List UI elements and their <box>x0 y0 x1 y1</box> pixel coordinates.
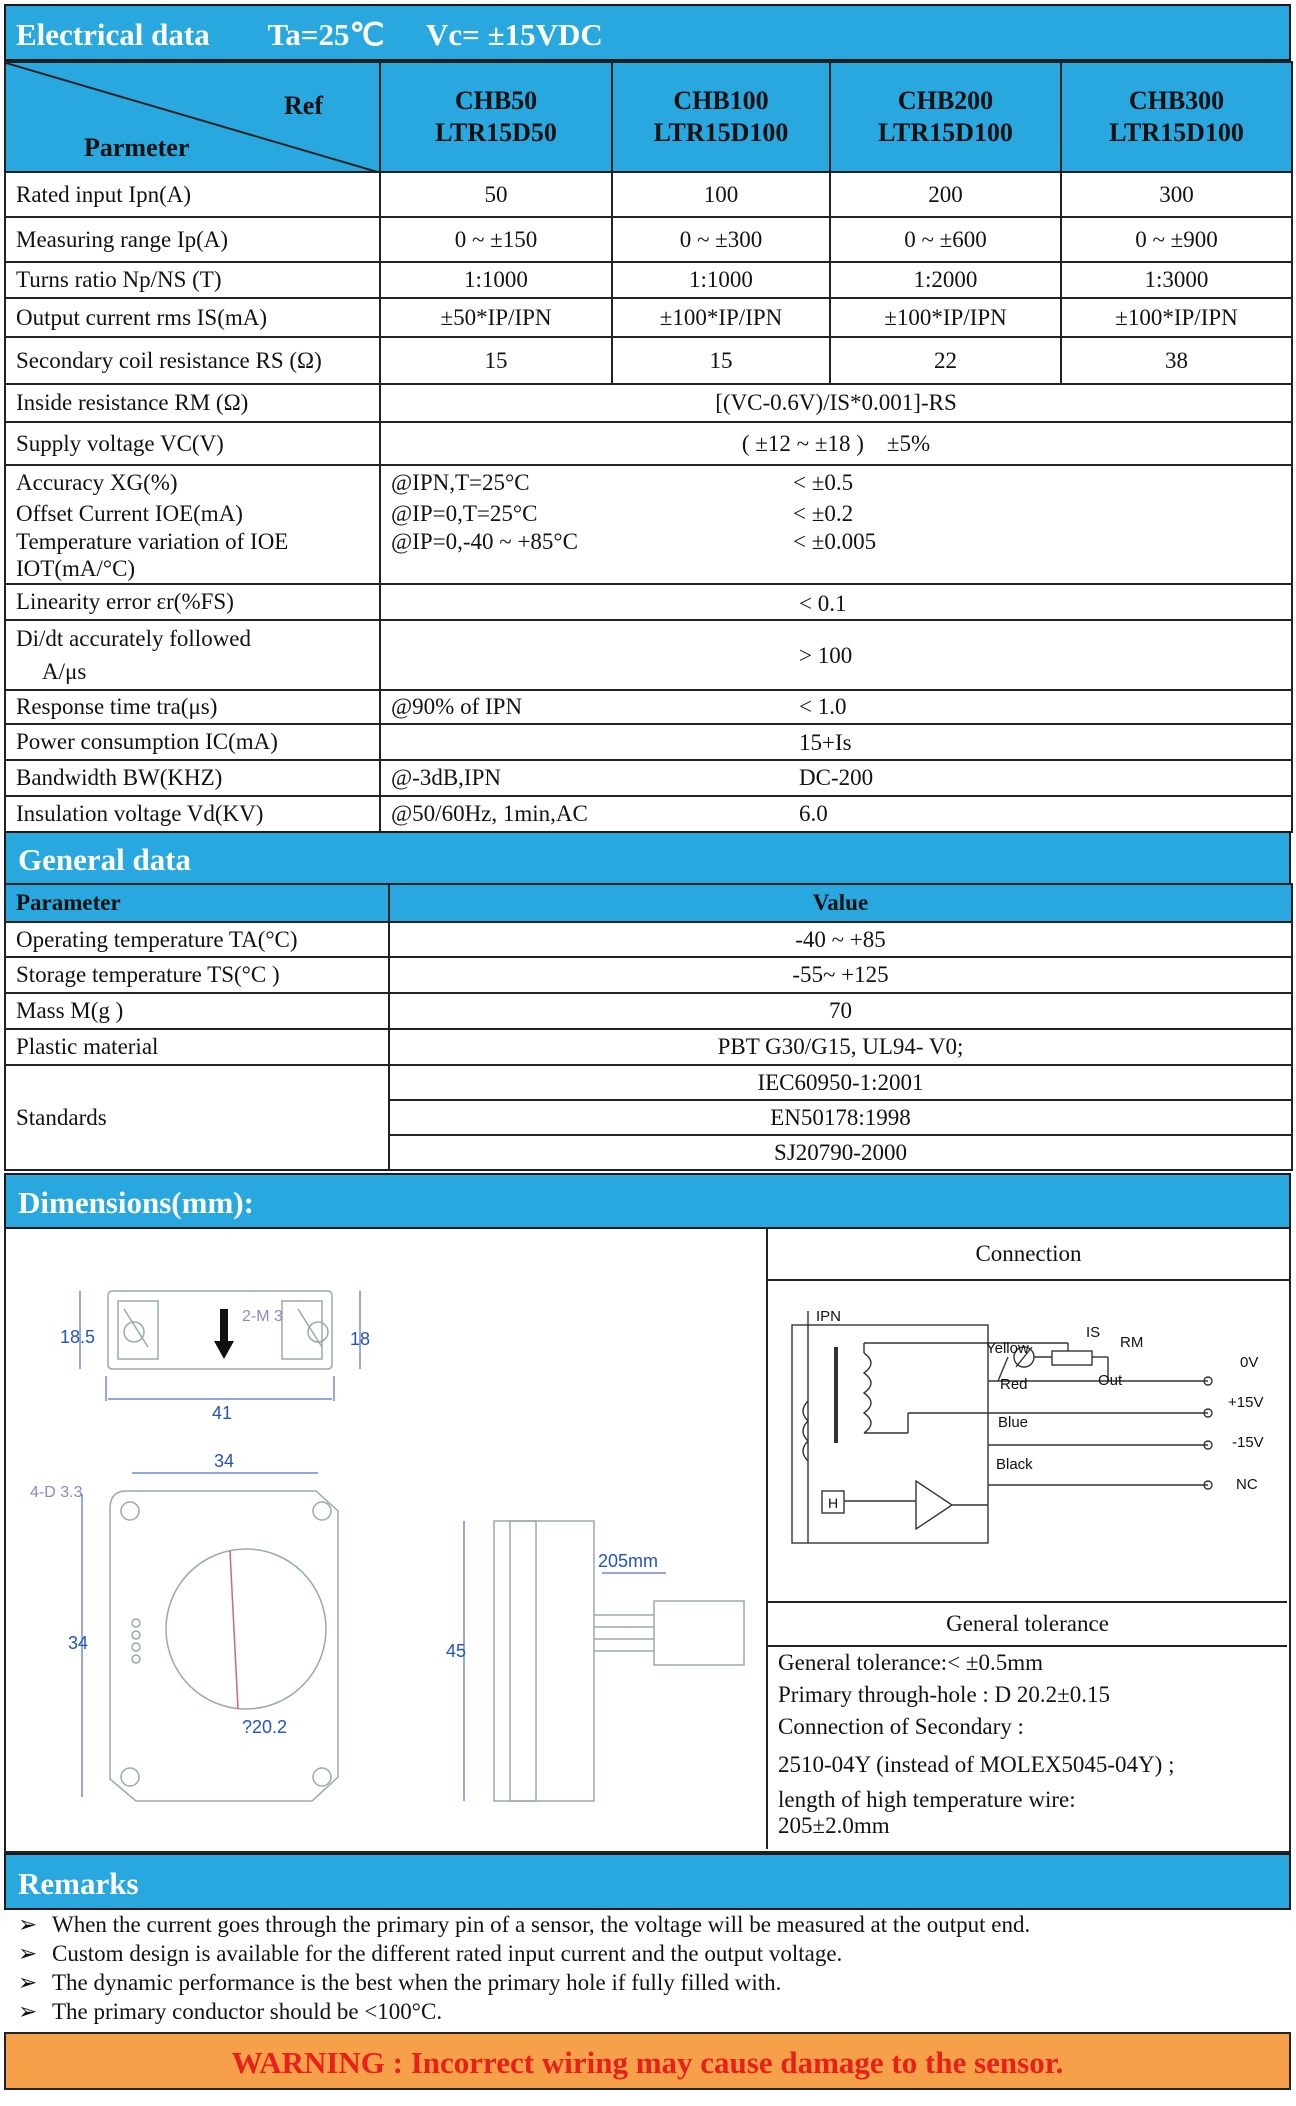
table-row <box>5 528 1292 584</box>
mechanical-drawing <box>6 1229 766 1849</box>
dim-d3-3: 4-D 3.3 <box>30 1484 83 1501</box>
dim-18-5: 18.5 <box>60 1327 96 1347</box>
cell-value: < ±0.2 <box>793 500 854 526</box>
label-nc: NC <box>1236 1476 1258 1493</box>
table-row <box>5 337 1292 384</box>
table-row <box>5 217 1292 262</box>
cell-value: 38 <box>1061 337 1292 384</box>
tolerance-title: General tolerance <box>768 1601 1287 1647</box>
label-red: Red <box>1000 1376 1028 1393</box>
cell-condition <box>380 690 1292 724</box>
condition-text: @50/60Hz, 1min,AC <box>391 801 588 826</box>
cell-value: < 0.1 <box>799 591 847 616</box>
cell-condition <box>380 724 1292 760</box>
general-header <box>4 831 1291 885</box>
condition-table <box>4 464 1293 833</box>
tolerance-line: Primary through-hole : D 20.2±0.15 <box>778 1682 1111 1707</box>
remark-text: When the current goes through the primary pin of a sensor, the voltage will be measured at the output end. <box>52 1912 1031 1937</box>
connection-title: Connection <box>768 1229 1289 1281</box>
row-label: Accuracy XG(%) <box>5 465 380 499</box>
cell-value: ±50*IP/IPN <box>380 298 612 337</box>
row-label <box>5 620 380 690</box>
tolerance-line: 2510-04Y (instead of MOLEX5045-04Y) ; <box>778 1752 1175 1777</box>
model-code: LTR15D50 <box>435 118 557 147</box>
cell-value: 1:1000 <box>612 262 830 298</box>
bullet-icon: ➢ <box>18 1912 38 1937</box>
cell-value: -40 ~ +85 <box>389 922 1292 957</box>
remark-text: Custom design is available for the different rated input current and the output voltage. <box>52 1941 843 1966</box>
dim-205mm: 205mm <box>598 1551 659 1571</box>
condition-text: @90% of IPN <box>391 694 523 719</box>
cell-value: ±100*IP/IPN <box>612 298 830 337</box>
row-label: Linearity error εr(%FS) <box>5 584 380 620</box>
model-code: LTR15D100 <box>653 118 789 147</box>
dimensions-panel <box>4 1229 1291 1853</box>
column-header-parameter: Parameter <box>5 884 389 922</box>
cell-value: 6.0 <box>799 801 828 826</box>
cell-value: ±100*IP/IPN <box>830 298 1061 337</box>
cell-value: 300 <box>1061 172 1292 217</box>
model-name: CHB50 <box>454 86 538 115</box>
label-plus15v: +15V <box>1228 1394 1264 1411</box>
row-label-line: IOT(mA/°C) <box>16 556 136 581</box>
wiring-diagram <box>768 1281 1288 1603</box>
cell-value: 0 ~ ±600 <box>830 217 1061 262</box>
row-label: Measuring range Ip(A) <box>5 217 380 262</box>
table-row <box>5 724 1292 760</box>
row-label-line: Temperature variation of IOE <box>16 529 289 554</box>
condition-text: @IPN,T=25°C <box>391 469 530 495</box>
model-header <box>830 62 1061 172</box>
datasheet <box>4 4 1291 2090</box>
diameter-line <box>230 1551 238 1709</box>
label-minus15v: -15V <box>1232 1434 1264 1451</box>
cell-value: DC-200 <box>799 765 874 790</box>
row-label: Secondary coil resistance RS (Ω) <box>5 337 380 384</box>
table-row <box>5 993 1292 1029</box>
cell-value: ±100*IP/IPN <box>1061 298 1292 337</box>
dimensions-header <box>4 1173 1291 1229</box>
condition-text: @IP=0,T=25°C <box>391 500 538 526</box>
table-row <box>5 465 1292 499</box>
row-label: Bandwidth BW(KHZ) <box>5 760 380 796</box>
row-label: Plastic material <box>5 1029 389 1065</box>
model-header <box>612 62 830 172</box>
table-row <box>5 584 1292 620</box>
remark-item <box>18 1939 1291 1968</box>
row-label: Turns ratio Np/NS (T) <box>5 262 380 298</box>
cell-value: 22 <box>830 337 1061 384</box>
table-row <box>5 796 1292 832</box>
tolerance-line: 205±2.0mm <box>778 1813 890 1838</box>
dim-45: 45 <box>446 1641 467 1661</box>
ref-label: Ref <box>284 91 323 120</box>
row-label: Output current rms IS(mA) <box>5 298 380 337</box>
cell-value: 15 <box>612 337 830 384</box>
cell-value: 100 <box>612 172 830 217</box>
cell-condition <box>380 796 1292 832</box>
row-label: Standards <box>5 1065 389 1170</box>
general-table <box>4 883 1293 1171</box>
row-label: Supply voltage VC(V) <box>5 422 380 465</box>
row-label: Rated input Ipn(A) <box>5 172 380 217</box>
cell-value: -55~ +125 <box>389 957 1292 993</box>
row-label: Inside resistance RM (Ω) <box>5 384 380 422</box>
ref-parameter-cell <box>5 62 380 172</box>
table-row <box>5 760 1292 796</box>
remarks-title: Remarks <box>18 1866 139 1901</box>
model-header <box>1061 62 1292 172</box>
cell-value: < ±0.005 <box>793 529 877 554</box>
cell-value: 70 <box>389 993 1292 1029</box>
table-row <box>5 172 1292 217</box>
tolerance-notes <box>778 1647 1174 1839</box>
diagonal-line <box>6 63 380 172</box>
table-row <box>5 499 1292 528</box>
general-header-row <box>5 884 1292 922</box>
table-row <box>5 384 1292 422</box>
model-name: CHB100 <box>673 86 769 115</box>
model-code: LTR15D100 <box>878 118 1013 147</box>
model-header <box>380 62 612 172</box>
remark-item <box>18 1997 1291 2026</box>
vc-condition: Vc= ±15VDC <box>426 17 603 52</box>
connection-panel <box>766 1229 1289 1849</box>
cell-value: 1:1000 <box>380 262 612 298</box>
label-ipn: IPN <box>816 1308 842 1325</box>
model-name: CHB300 <box>1128 86 1225 115</box>
row-label: Storage temperature TS(°C ) <box>5 957 389 993</box>
bullet-icon: ➢ <box>18 1941 38 1966</box>
cell-value: < 1.0 <box>799 694 847 719</box>
remark-text: The primary conductor should be <100°C. <box>52 1999 443 2024</box>
remark-text: The dynamic performance is the best when the primary hole if fully filled with. <box>52 1970 782 1995</box>
tolerance-line: Connection of Secondary : <box>778 1714 1024 1739</box>
warning-text: WARNING : Incorrect wiring may cause damage to the sensor. <box>231 2045 1064 2080</box>
bullet-icon: ➢ <box>18 1999 38 2024</box>
dimensions-title: Dimensions(mm): <box>18 1185 254 1220</box>
cell-condition <box>380 528 1292 584</box>
front-view <box>110 1491 338 1801</box>
dimension-lines <box>82 1473 318 1797</box>
cell-value: 200 <box>830 172 1061 217</box>
dim-18: 18 <box>350 1329 371 1349</box>
remark-item <box>18 1910 1291 1939</box>
row-label <box>5 528 380 584</box>
table-row <box>5 298 1292 337</box>
remark-item <box>18 1968 1291 1997</box>
table-row <box>5 690 1292 724</box>
bullet-icon: ➢ <box>18 1970 38 1995</box>
label-0v: 0V <box>1240 1354 1259 1371</box>
remarks-header <box>4 1853 1291 1910</box>
label-is: IS <box>1086 1324 1101 1341</box>
row-label: Power consumption IC(mA) <box>5 724 380 760</box>
cell-value: 15+Is <box>799 730 852 755</box>
label-black: Black <box>996 1456 1033 1473</box>
cell-value: 0 ~ ±300 <box>612 217 830 262</box>
cell-value: 15 <box>380 337 612 384</box>
tolerance-line: General tolerance:< ±0.5mm <box>778 1650 1044 1675</box>
cell-condition <box>380 465 1292 499</box>
model-header-row <box>5 62 1292 172</box>
parameter-label: Parmeter <box>84 133 190 162</box>
remarks-list <box>4 1910 1291 2026</box>
general-title: General data <box>18 842 192 877</box>
table-row <box>5 922 1292 957</box>
model-name: CHB200 <box>897 86 994 115</box>
cell-value: 0 ~ ±150 <box>380 217 612 262</box>
cell-condition <box>380 584 1292 620</box>
cell-value: < ±0.5 <box>793 469 854 495</box>
column-header-value: Value <box>389 884 1292 922</box>
cell-value: ( ±12 ~ ±18 ) ±5% <box>380 422 1292 465</box>
label-rm: RM <box>1120 1334 1144 1351</box>
row-label: Operating temperature TA(°C) <box>5 922 389 957</box>
cell-value: > 100 <box>799 643 853 668</box>
electrical-title: Electrical data <box>16 17 210 52</box>
tolerance-line: length of high temperature wire: <box>778 1787 1076 1812</box>
standard-value: IEC60950-1:2001 <box>389 1065 1292 1100</box>
row-label: Response time tra(μs) <box>5 690 380 724</box>
label-blue: Blue <box>998 1414 1029 1431</box>
arrow-icon <box>214 1309 234 1359</box>
dim-34-side: 34 <box>68 1633 89 1653</box>
row-label: Offset Current IOE(mA) <box>5 499 380 528</box>
row-label: Mass M(g ) <box>5 993 389 1029</box>
cell-condition <box>380 760 1292 796</box>
table-row <box>5 957 1292 993</box>
cell-value: 50 <box>380 172 612 217</box>
label-yellow: Yellow <box>986 1340 1029 1357</box>
table-row <box>5 422 1292 465</box>
cell-value: 1:2000 <box>830 262 1061 298</box>
cell-value: 0 ~ ±900 <box>1061 217 1292 262</box>
standard-value: SJ20790-2000 <box>389 1135 1292 1170</box>
table-row <box>5 262 1292 298</box>
electrical-header <box>4 4 1291 61</box>
cell-condition <box>380 620 1292 690</box>
table-row <box>5 1029 1292 1065</box>
dim-34-top: 34 <box>214 1451 235 1471</box>
dim-20-2: ?20.2 <box>242 1717 288 1737</box>
row-label-line: Di/dt accurately followed <box>16 626 252 651</box>
row-label: Insulation voltage Vd(KV) <box>5 796 380 832</box>
cell-condition <box>380 499 1292 528</box>
ta-condition: Ta=25℃ <box>267 17 385 52</box>
cell-value: [(VC-0.6V)/IS*0.001]-RS <box>380 384 1292 422</box>
dim-m3: 2-M 3 <box>242 1308 283 1325</box>
condition-text: @IP=0,-40 ~ +85°C <box>391 529 578 554</box>
warning-banner <box>4 2032 1291 2090</box>
label-h: H <box>828 1495 839 1511</box>
label-out: Out <box>1098 1372 1123 1389</box>
standard-value: EN50178:1998 <box>389 1100 1292 1135</box>
row-label-line: A/μs <box>42 659 87 684</box>
dim-41: 41 <box>212 1403 233 1423</box>
condition-text: @-3dB,IPN <box>391 765 501 790</box>
table-row <box>5 620 1292 690</box>
model-code: LTR15D100 <box>1109 118 1244 147</box>
electrical-table <box>4 61 1293 466</box>
cell-value: 1:3000 <box>1061 262 1292 298</box>
cell-value: PBT G30/G15, UL94- V0; <box>389 1029 1292 1065</box>
table-row <box>5 1065 1292 1100</box>
